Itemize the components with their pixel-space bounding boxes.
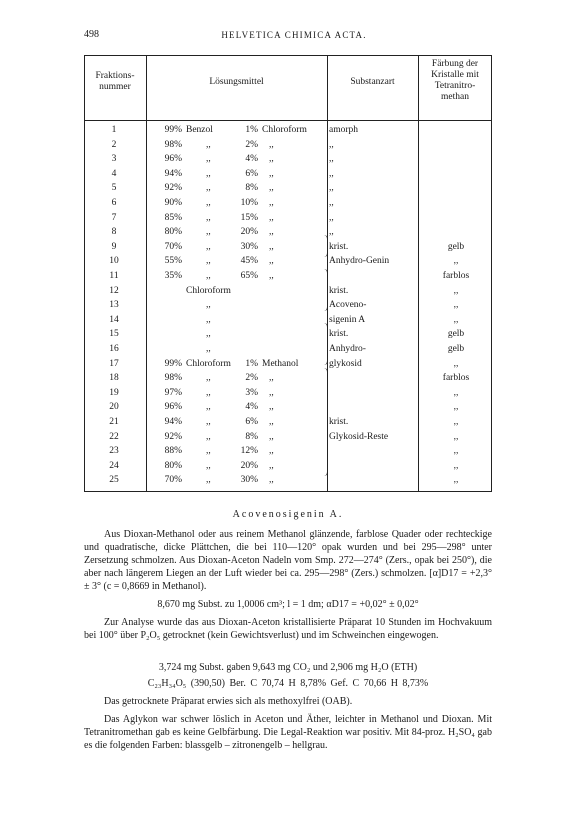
substance-type: Anhydro- — [329, 344, 366, 354]
fraction-number: 25 — [109, 475, 119, 486]
crystal-color: ,, — [453, 387, 459, 398]
solvent-percent-2: 6% — [245, 417, 258, 427]
solvent-name-1: ,, — [206, 402, 211, 413]
solvent-name-2: ,, — [269, 241, 274, 252]
solvent-percent-1: 55% — [164, 256, 182, 267]
fraction-number: 15 — [109, 329, 119, 340]
solvent-name-2: ,, — [269, 256, 274, 267]
solvent-name-1: ,, — [206, 475, 211, 486]
crystal-color: ,, — [453, 417, 459, 427]
substance-type: Glykosid-Reste — [329, 431, 389, 442]
crystal-color: ,, — [453, 402, 459, 413]
header-color — [418, 59, 492, 103]
paragraph-4: Das Aglykon war schwer löslich in Aceton und Äther, leichter in Methanol und Dioxan. Mit Tetranitromethan gab es keine Gelbfärbung. Die Legal-Reaktion war positiv. Mit 84-proz. H₂SO₄ gab es die folgenden Farben: blassgelb – zitronengelb – hellgrau. — [84, 714, 492, 751]
solvent-name-1: ,, — [206, 329, 211, 340]
solvent-name-1: ,, — [206, 241, 211, 252]
header-color-line1: Färbung der — [431, 59, 479, 69]
solvent-percent-1: 99% — [164, 125, 182, 135]
page-number: 498 — [84, 29, 99, 40]
crystal-color: ,, — [453, 300, 459, 311]
crystal-color: ,, — [453, 446, 459, 457]
journal-title: HELVETICA CHIMICA ACTA. — [221, 30, 367, 40]
solvent-percent-2: 8% — [245, 183, 258, 194]
solvent-percent-1: 80% — [164, 227, 182, 238]
substance-type: glykosid — [329, 358, 362, 369]
solvent-name-1: ,, — [206, 227, 211, 238]
solvent-percent-1: 98% — [164, 373, 182, 384]
solvent-name-2: ,, — [269, 212, 274, 223]
crystal-color: ,, — [453, 256, 459, 267]
crystal-color: ,, — [453, 460, 459, 471]
solvent-name-1: ,, — [206, 168, 211, 179]
solvent-percent-1: 80% — [164, 460, 182, 471]
solvent-percent-1: 88% — [164, 446, 182, 457]
solvent-name-2: ,, — [269, 139, 274, 150]
solvent-percent-2: 30% — [240, 241, 258, 252]
header-rule — [84, 120, 492, 121]
solvent-percent-2: 6% — [245, 168, 258, 179]
solvent-name-2: ,, — [269, 227, 274, 238]
solvent-percent-2: 3% — [245, 387, 258, 398]
solvent-name-1: ,, — [206, 271, 211, 281]
solvent-percent-1: 94% — [164, 417, 182, 427]
analysis-line-2: C₂₃H₃₄O₅ (390,50) Ber. C 70,74 H 8,78% Gef. C 70,66 H 8,73% — [147, 678, 429, 689]
page-header — [84, 29, 504, 43]
solvent-name-2: ,, — [269, 475, 274, 486]
solvent-name-2: ,, — [269, 198, 274, 208]
crystal-color: ,, — [453, 431, 459, 442]
crystal-color: ,, — [453, 358, 459, 369]
crystal-color: ,, — [453, 314, 459, 325]
solvent-name-1: ,, — [206, 431, 211, 442]
fraction-number: 24 — [109, 460, 119, 471]
solvent-percent-1: 85% — [164, 212, 182, 223]
solvent-percent-1: 96% — [164, 154, 182, 165]
crystal-color: farblos — [442, 373, 470, 384]
fraction-number: 17 — [109, 358, 119, 369]
crystal-color: ,, — [453, 475, 459, 486]
fraction-number: 21 — [109, 417, 119, 427]
solvent-percent-2: 2% — [245, 373, 258, 384]
solvent-percent-2: 4% — [245, 154, 258, 165]
solvent-name-2: ,, — [269, 431, 274, 442]
solvent-name-1: Chloroform — [186, 285, 231, 296]
fractions-table — [84, 55, 492, 492]
solvent-percent-1: 70% — [164, 475, 182, 486]
substance-type: amorph — [329, 125, 359, 135]
solvent-percent-1: 96% — [164, 402, 182, 413]
solvent-name-1: ,, — [206, 373, 211, 384]
solvent-name-1: ,, — [206, 256, 211, 267]
solvent-percent-1: 35% — [164, 271, 182, 281]
solvent-percent-2: 30% — [240, 475, 258, 486]
solvent-percent-1: 97% — [164, 387, 182, 398]
fraction-number: 9 — [111, 241, 117, 252]
solvent-percent-2: 10% — [240, 198, 258, 208]
fraction-number: 12 — [109, 285, 119, 296]
crystal-color: gelb — [447, 241, 465, 252]
fraction-number: 22 — [109, 431, 119, 442]
solvent-name-2: ,, — [269, 271, 274, 281]
header-fraction-line2: nummer — [99, 82, 131, 92]
solvent-name-2: ,, — [269, 154, 274, 165]
solvent-name-2: ,, — [269, 387, 274, 398]
fraction-number: 11 — [109, 271, 119, 281]
solvent-percent-1: 94% — [164, 168, 182, 179]
fraction-number: 19 — [109, 387, 119, 398]
solvent-name-2: Methanol — [262, 358, 299, 369]
fraction-number: 13 — [109, 300, 119, 311]
crystal-color: ,, — [453, 285, 459, 296]
analysis-line-1: 3,724 mg Subst. gaben 9,643 mg CO₂ und 2,906 mg H₂O (ETH) — [158, 662, 418, 673]
header-color-line2: Kristalle mit — [431, 70, 479, 80]
solvent-name-1: ,, — [206, 446, 211, 457]
solvent-percent-2: 4% — [245, 402, 258, 413]
substance-type: Acoveno- — [329, 300, 367, 311]
paragraph-2: Zur Analyse wurde das aus Dioxan-Aceton kristallisierte Präparat 10 Stunden im Hochvakuum bei 100° über P₂O₅ getrocknet (kein Gewichtsverlust) und im Schweinchen eingewogen. — [84, 617, 492, 641]
solvent-percent-2: 45% — [240, 256, 258, 267]
substance-type: sigenin A — [329, 314, 366, 325]
substance-type: ,, — [329, 183, 334, 194]
substance-type: krist. — [329, 285, 349, 296]
substance-type: ,, — [329, 154, 334, 165]
solvent-name-2: ,, — [269, 402, 274, 413]
solvent-percent-2: 15% — [240, 212, 258, 223]
solvent-name-2: ,, — [269, 417, 274, 427]
solvent-name-1: ,, — [206, 300, 211, 311]
paragraph-1: Aus Dioxan-Methanol oder aus reinem Methanol glänzende, farblose Quader oder rechteckige und quadratische, dicke Plättchen, die bei 110—120° opak wurden und bei 295—298° unter Zersetzung schmolzen. Aus Dioxan-Aceton Nadeln vom Smp. 272—274° (Zers., opak bei 250°), die aber nach längerem Liegen an der Luft wieder bei ca. 295—298° (Zers.) schmolzen. [α]D17 = +2,3° ± 3° (c = 0,8669 in Methanol). — [84, 529, 492, 592]
solvent-percent-2: 65% — [240, 271, 258, 281]
solvent-name-1: Chloroform — [186, 358, 231, 369]
group-brace — [324, 235, 328, 257]
solvent-name-1: ,, — [206, 154, 211, 165]
substance-type: Anhydro-Genin — [329, 256, 390, 267]
fraction-number: 7 — [111, 212, 117, 223]
header-solvent: Lösungsmittel — [209, 77, 264, 87]
solvent-name-1: ,, — [206, 344, 211, 354]
fraction-number: 8 — [111, 227, 117, 238]
group-brace — [324, 368, 328, 476]
fraction-number: 23 — [109, 446, 119, 457]
solvent-name-1: ,, — [206, 198, 211, 208]
paragraph-3: Das getrocknete Präparat erwies sich als methoxylfrei (OAB). — [104, 696, 353, 707]
fraction-number: 2 — [111, 139, 117, 150]
solvent-percent-1: 92% — [164, 431, 182, 442]
solvent-percent-2: 20% — [240, 460, 258, 471]
solvent-percent-2: 1% — [245, 358, 258, 369]
header-fraction-line1: Fraktions- — [95, 71, 135, 81]
solvent-name-1: ,, — [206, 460, 211, 471]
solvent-name-2: Chloroform — [262, 125, 307, 135]
solvent-percent-1: 98% — [164, 139, 182, 150]
solvent-name-1: ,, — [206, 387, 211, 398]
solvent-percent-1: 90% — [164, 198, 182, 208]
solvent-name-1: ,, — [206, 212, 211, 223]
fraction-number: 16 — [109, 344, 119, 354]
substance-type: ,, — [329, 139, 334, 150]
fraction-number: 20 — [109, 402, 119, 413]
substance-type: ,, — [329, 227, 334, 238]
solvent-percent-2: 8% — [245, 431, 258, 442]
section-title: Acovenosigenin A. — [232, 509, 344, 520]
fraction-number: 1 — [111, 125, 117, 135]
solvent-name-2: ,, — [269, 446, 274, 457]
solvent-percent-2: 1% — [245, 125, 258, 135]
fraction-number: 5 — [111, 183, 117, 194]
fraction-number: 6 — [111, 198, 117, 208]
solvent-name-1: ,, — [206, 314, 211, 325]
substance-type: ,, — [329, 168, 334, 179]
substance-type: krist. — [329, 241, 349, 252]
group-brace — [324, 323, 328, 365]
substance-type: krist. — [329, 329, 349, 340]
rotation-measurement: 8,670 mg Subst. zu 1,0006 cm³; l = 1 dm; αD17 = +0,02° ± 0,02° — [157, 599, 419, 610]
header-fraction — [84, 71, 146, 93]
group-brace — [324, 269, 328, 311]
substance-type: ,, — [329, 198, 334, 208]
header-color-line3: Tetranitro- — [434, 81, 476, 91]
solvent-name-1: ,, — [206, 417, 211, 427]
substance-type: krist. — [329, 417, 349, 427]
fraction-number: 4 — [111, 168, 117, 179]
solvent-percent-2: 2% — [245, 139, 258, 150]
solvent-name-2: ,, — [269, 460, 274, 471]
solvent-percent-2: 20% — [240, 227, 258, 238]
header-substance: Substanzart — [350, 77, 395, 87]
solvent-name-2: ,, — [269, 168, 274, 179]
solvent-name-1: Benzol — [186, 125, 213, 135]
crystal-color: farblos — [442, 271, 470, 281]
fraction-number: 3 — [111, 154, 117, 165]
crystal-color: gelb — [447, 329, 465, 340]
solvent-percent-1: 92% — [164, 183, 182, 194]
solvent-percent-2: 12% — [240, 446, 258, 457]
header-color-line4: methan — [441, 92, 469, 102]
fraction-number: 14 — [109, 314, 119, 325]
substance-type: ,, — [329, 212, 334, 223]
fraction-number: 10 — [109, 256, 119, 267]
fraction-number: 18 — [109, 373, 119, 384]
solvent-name-1: ,, — [206, 139, 211, 150]
solvent-name-2: ,, — [269, 373, 274, 384]
solvent-name-2: ,, — [269, 183, 274, 194]
solvent-percent-1: 99% — [164, 358, 182, 369]
crystal-color: gelb — [447, 344, 465, 354]
solvent-percent-1: 70% — [164, 241, 182, 252]
solvent-name-1: ,, — [206, 183, 211, 194]
